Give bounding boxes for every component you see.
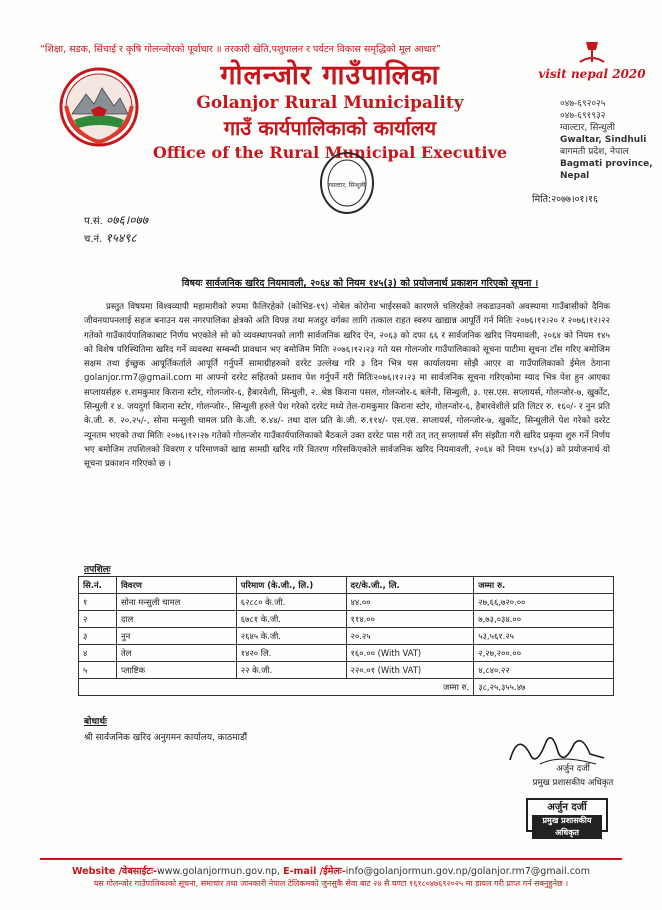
cell-quantity: २२ के.जी.: [236, 662, 346, 679]
ref-value: ०७६।०७७: [106, 213, 148, 227]
signer-block: [518, 762, 628, 790]
header-sn: सि.नं.: [79, 577, 117, 594]
letter-body: [84, 300, 610, 472]
cell-sn: २: [79, 611, 117, 628]
cell-description: दाल: [116, 611, 236, 628]
cell-description: प्लाष्टिक: [116, 662, 236, 679]
body-paragraph: प्रस्तुत विषयमा विश्वव्यापी महामारीको रुपमा फैलिरहेको (कोभिड-१९) नोबेल कोरोना भाईरसको कारणले चलिरहेको लकडाउनको अवस्थामा गाउँबासीको दैनिक जीवनयापनलाई सहज बनाउन यस नगरपालिका क्षेत्रको अति विपन्न तथा मजदुर वर्गका लागि तत्काल राहत स्वरुप खाद्यान्न आपूर्ति गर्न मितिः २०७६।१२।२० र २०७६।१२।२२ गतेको गाउँकार्यपालिकाबाट निर्णय भएकोले सो को व्यवस्थापनको लागी सार्वजनिक खरिद ऐन, २०६३ को दफा ६६ र सार्वजनिक खरिद नियमावली, २०६४ को नियम १४५ को विशेष परिस्थितिमा खरिद गर्ने व्यवस्था सम्बन्धी प्रावधान भए बमोजिम मितिः २०७६।१२।२३ गते यस गोलन्जोर गाउँपालिकाको सूचना पाटीमा सूचना टाँस गरिए बमोजिम सक्षम तथा ईच्छुक आपूर्तिकर्ताले आपूर्ति गर्नुपर्ने सामाग्रीहरुको दररेट उल्लेख गरि ३ दिन भित्र यस कार्यालयमा सोझै आएर वा गाउँपालिकाको ईमेल ठेगाना golanjor.rm7@gmail.com मा आफ्नो दररेट सहितको प्रस्ताव पेश गर्नुपर्ने गरी मितिः२०७६।१२।२३ मा सार्वजनिक सूचना गरिएकोमा म्याद भित्र पेश हुन आएका सप्लायर्सहरु १.रामकुमार किराना स्टोर, गोलन्जोर-६, हैबारवेशी, सिन्धुली, २. श्रेष्ठ किराना पसल, गोलन्जोर-६ बलेनी, सिन्धुली, ३. एस.एस. सप्लायर्स, गोलन्जोर-७, खुर्कोट, सिन्धुली र ४. जयदुर्गा किराना स्टोर, गोलन्जोर-, सिन्धुली हरुले पेश गरेको दररेट मध्ये तेल-रामकुमार किराना स्टोर, गोलन्जोर-६, हैबारवेशीले प्रति लिटर रु. १६०/- र नुन प्रति के.जी. रु. २०.२५/-, सोना मन्सुली चामल प्रति के.जी. रु.४४/- तथा दाल प्रति के.जी. रु.११४/- एस.एस. सप्लायर्स, गोलन्जोर-७, खुर्कोट, सिन्धुलीले पेश गरेको दररेट न्यूनतम भएको तथा मितिः २०७६।१२।२७ गतेको गोलन्जोर गाउँकार्यपालिकाको बैठकले उक्त दररेट पास गरी तत् तत् सप्लायर्स सँग संझौता गरी खरिद प्रकृया शुरु गर्ने निर्णय भए बमोजिम तपशिलको विवरण र परिमाणको खाद्य सामग्री खरिद गरि वितरण गरिसकिएकोले सार्वजनिक खरिद नियमावली, २०६४ को नियम १४५(३) को प्रयोजनार्थ यो सूचना प्रकाशन गरिएको छ ।: [84, 302, 611, 470]
email-label: E-mail /ईमेलः-: [283, 866, 346, 877]
cell-quantity: १४२० लि.: [236, 645, 346, 662]
province-en: Bagmati province, Nepal: [560, 159, 653, 181]
header-amount: जम्मा रु.: [474, 577, 614, 594]
reference-block: [84, 212, 148, 248]
total-label: जम्मा रु.: [79, 679, 474, 696]
header-slogan: “शिक्षा, सडक, सिंचाई र कृषि गोलन्जोरको पूर्वाधार ॥ तरकारी खेति,पशुपालन र पर्यटन विकास समृद्धिको मूल आधार”: [40, 44, 441, 55]
cell-rate: १६०.०० (With VAT): [346, 645, 474, 662]
cc-label: बोधार्थः: [84, 717, 107, 727]
signature-stamp: [526, 798, 608, 837]
cell-amount: ५३,५६१.२५: [474, 628, 614, 645]
signer-title: प्रमुख प्रशासकीय अधिकृत: [532, 778, 614, 788]
total-value: ३८,२५,३५५.४७: [474, 679, 614, 696]
address-np: ग्वाल्टार, सिन्धुली: [560, 123, 615, 133]
cell-description: तेल: [116, 645, 236, 662]
cell-description: नुन: [116, 628, 236, 645]
cell-quantity: ६७८१ के.जी.: [236, 611, 346, 628]
cell-quantity: ६२८८० के.जी.: [236, 594, 346, 611]
header-rate: दर/के.जी., लि.: [346, 577, 474, 594]
municipality-name-np: गोलन्जोर गाउँपालिका: [220, 60, 440, 91]
cell-sn: ५: [79, 662, 117, 679]
subject-label: विषयः: [181, 278, 203, 289]
table-row: [79, 645, 614, 662]
letterhead-titles: [130, 60, 530, 164]
stamp-text: ग्वाल्टार, सिन्धुली: [328, 182, 366, 189]
table-row: [79, 611, 614, 628]
province-np: बागमती प्रदेश, नेपाल: [560, 147, 629, 157]
table-row: [79, 628, 614, 645]
table-row: [79, 594, 614, 611]
cell-sn: ३: [79, 628, 117, 645]
letter-date: मिति:२०७७।०१।१६: [532, 194, 598, 205]
footer-notice: यस गोलन्जोर गाउँपालिकाको सूचना, समाचार तथा जानकारी नेपाल टेलिकमको जुनसुकै सेवा बाट २४ सै घण्टा १६१८०४७६९२०२५ मा डायल गरी प्राप्त गर्न सक्नुहुनेछ ।: [93, 879, 569, 888]
visit-nepal-logo-icon: [538, 40, 646, 96]
header-description: विवरण: [116, 577, 236, 594]
cell-rate: २०.२५: [346, 628, 474, 645]
ref-label: प.सं.: [84, 216, 103, 227]
office-stamp-icon: [318, 150, 376, 216]
email-link[interactable]: info@golanjormun.gov.np/golanjor.rm7@gmail.com: [345, 866, 590, 877]
nepal-emblem-icon: [58, 66, 140, 148]
cell-sn: ४: [79, 645, 117, 662]
footer-contact: [40, 864, 622, 877]
signer-name: अर्जुन दर्जी: [556, 764, 590, 774]
office-name-np: गाउँ कार्यपालिकाको कार्यालय: [223, 116, 437, 140]
cell-quantity: २६४५ के.जी.: [236, 628, 346, 645]
table-total-row: [79, 679, 614, 696]
municipality-name-en: Golanjor Rural Municipality: [196, 93, 464, 113]
visit-nepal-text: visit nepal 2020: [538, 67, 646, 81]
cell-rate: ४४.००: [346, 594, 474, 611]
address-en: Gwaltar, Sindhuli: [560, 135, 647, 145]
website-link[interactable]: www.golanjormun.gov.np,: [156, 866, 281, 877]
cc-recipient: श्री सार्वजनिक खरिद अनुगमन कार्यालय, काठमाडौं: [84, 733, 248, 743]
footer-divider: [40, 858, 622, 860]
dispatch-value: १५४९८: [105, 231, 137, 245]
cell-amount: ४,८४०.२२: [474, 662, 614, 679]
details-label: तपशिलः: [84, 565, 111, 575]
items-table: [78, 576, 614, 696]
subject-text: सार्वजनिक खरिद नियमावली, २०६४ को नियम १४५(३) को प्रयोजनार्थ प्रकाशन गरिएको सूचना ।: [205, 278, 539, 289]
office-name-en: Office of the Rural Municipal Executive: [152, 143, 508, 162]
dispatch-label: च.नं.: [84, 234, 103, 245]
phone-2: ०४७-६९१९३२: [560, 111, 606, 121]
stamp-title: प्रमुख प्रशासकीय अधिकृत: [532, 815, 602, 839]
cell-rate: २२०.०१ (With VAT): [346, 662, 474, 679]
cell-description: सोना मन्सुली चामल: [116, 594, 236, 611]
table-row: [79, 662, 614, 679]
contact-block: [560, 98, 660, 182]
stamp-name: अर्जुन दर्जी: [547, 802, 587, 813]
phone-1: ०४७-६९२०२५: [560, 99, 606, 109]
header-quantity: परिमाण (के.जी., लि.): [236, 577, 346, 594]
cell-amount: २,२७,२००.००: [474, 645, 614, 662]
website-label: Website /वेबसाईटः-: [71, 866, 157, 877]
table-header-row: [79, 577, 614, 594]
cell-amount: २७,६६,७२०.००: [474, 594, 614, 611]
subject-line: [120, 276, 600, 289]
cell-amount: ७,७३,०३४.००: [474, 611, 614, 628]
cell-rate: ११४.००: [346, 611, 474, 628]
cell-sn: १: [79, 594, 117, 611]
